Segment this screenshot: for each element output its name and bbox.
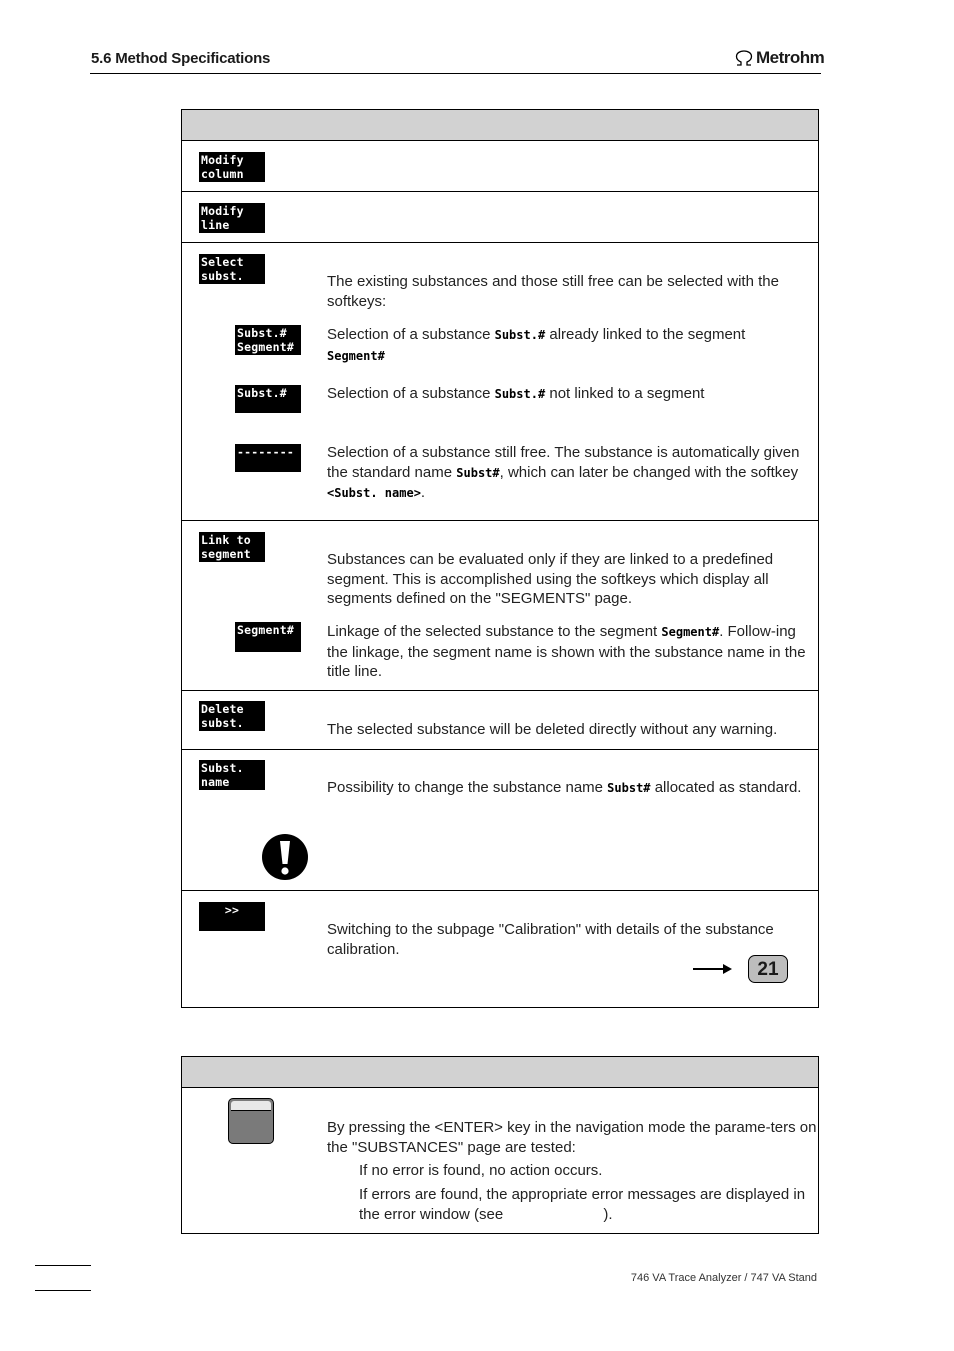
section-title: 5.6 Method Specifications (91, 50, 271, 67)
softkey-table (181, 109, 819, 1008)
footer-product: 746 VA Trace Analyzer / 747 VA Stand (630, 1272, 817, 1284)
table-row (182, 750, 818, 891)
table-row (182, 141, 818, 192)
header-rule (90, 73, 821, 74)
arrow-right-icon (693, 963, 733, 975)
table-row (182, 1088, 818, 1233)
table-row (182, 691, 818, 750)
description-text: The selected substance will be deleted directly without any warning. (327, 721, 778, 738)
softkey-modify-line[interactable]: Modify line (199, 203, 265, 233)
exclamation-icon (261, 833, 309, 881)
table-row (182, 891, 818, 1007)
omega-logo-icon (734, 50, 754, 66)
description-text: Selection of a substance still free. The substance is automatically given the standard name Subst#, which can later be changed with the softkey <Subst. name>. (327, 444, 800, 501)
table-header (182, 1057, 818, 1088)
footer-rule (35, 1290, 91, 1291)
description-text: Linkage of the selected substance to the segment Segment#. Follow-ing the linkage, the segment name is shown with the substance name in the title line. (327, 623, 806, 680)
softkey-subst[interactable]: Subst.# (235, 385, 301, 413)
brand-name: Metrohm (756, 48, 825, 67)
softkey-subst-segment[interactable]: Subst.# Segment# (235, 325, 301, 355)
softkey-delete-subst[interactable]: Delete subst. (199, 701, 265, 731)
description-text: Substances can be evaluated only if they are linked to a predefined segment. This is accomplished using the softkeys which display all segments defined on the "SEGMENTS" page. (327, 551, 774, 607)
softkey-link-to-segment[interactable]: Link to segment (199, 532, 265, 562)
enter-key-icon (228, 1098, 274, 1144)
description-text: Possibility to change the substance name Subst# allocated as standard. (327, 779, 802, 796)
table-row (182, 243, 818, 521)
softkey-free-substance[interactable]: -------- (235, 444, 301, 472)
softkey-subst-name[interactable]: Subst. name (199, 760, 265, 790)
softkey-select-subst[interactable]: Select subst. (199, 254, 265, 284)
table-row (182, 192, 818, 243)
brand-logo (734, 48, 824, 68)
softkey-next-subpage[interactable]: >> (199, 902, 265, 931)
footer-rule (35, 1265, 91, 1266)
table-header (182, 110, 818, 141)
table-row (182, 521, 818, 691)
description-text: Selection of a substance Subst.# not linked to a segment (327, 385, 705, 402)
enter-key-table (181, 1056, 819, 1234)
bullet-text: If no error is found, no action occurs. (359, 1162, 603, 1179)
softkey-segment[interactable]: Segment# (235, 622, 301, 652)
description-text: Selection of a substance Subst.# already linked to the segment Segment# (327, 326, 746, 363)
bullet-text: If errors are found, the appropriate error messages are displayed in the error window (see ). (359, 1186, 806, 1223)
description-text: Switching to the subpage "Calibration" with details of the substance calibration. (327, 921, 774, 958)
page-reference-badge[interactable]: 21 (748, 955, 788, 983)
description-text: By pressing the <ENTER> key in the navigation mode the parame-ters on the "SUBSTANCES" page are tested: (327, 1119, 817, 1156)
softkey-modify-column[interactable]: Modify column (199, 152, 265, 182)
description-text: The existing substances and those still free can be selected with the softkeys: (327, 273, 779, 310)
